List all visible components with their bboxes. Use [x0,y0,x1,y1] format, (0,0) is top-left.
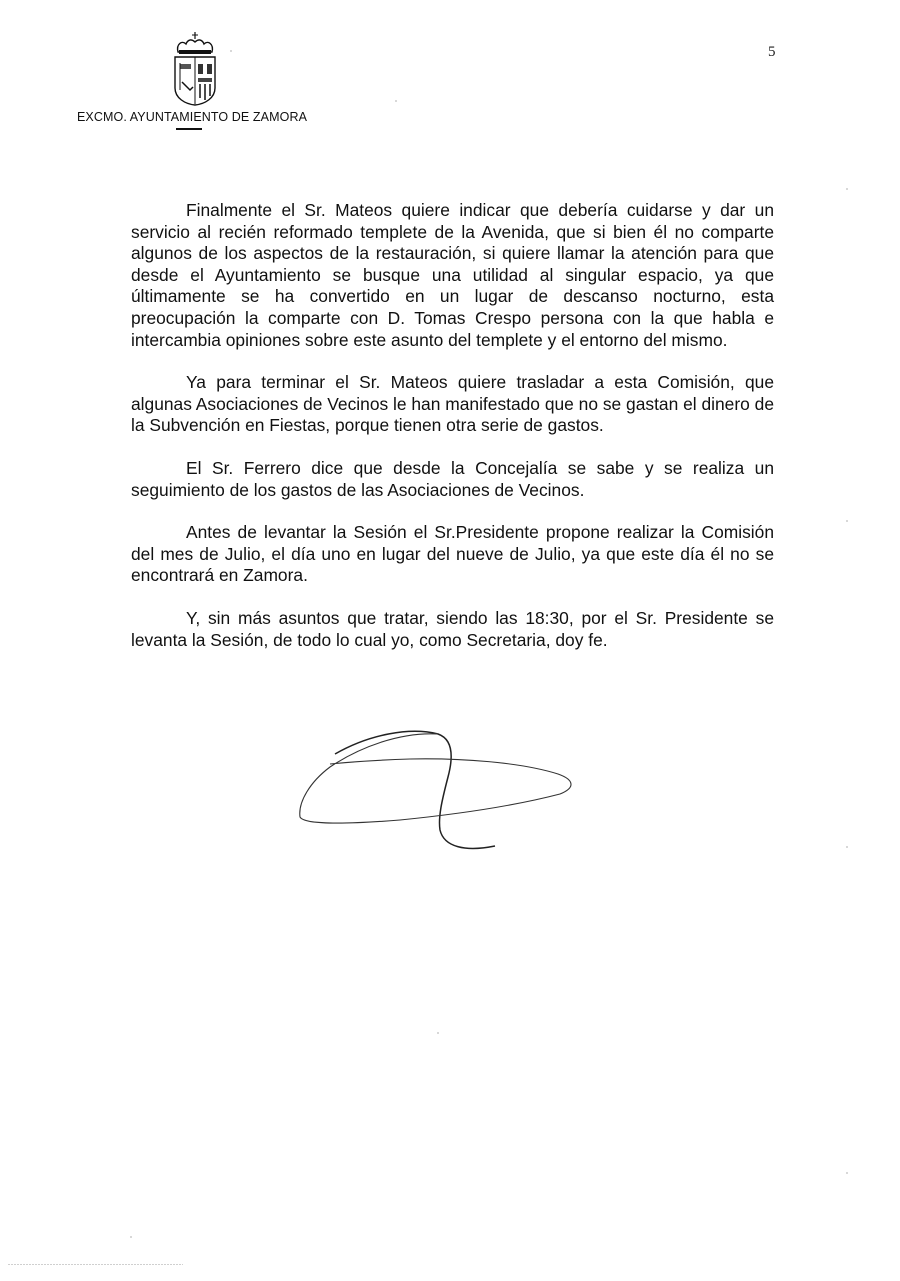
handwritten-signature-icon [290,722,590,862]
scan-speck [846,846,848,848]
scan-speck [846,1172,848,1174]
page-number: 5 [768,44,776,60]
institution-name: EXCMO. AYUNTAMIENTO DE ZAMORA [77,110,308,124]
paragraph-mateos-subvencion: Ya para terminar el Sr. Mateos quiere trasladar a esta Comisión, que algunas Asociaciones de Vecinos le han manifestado que no se gastan el dinero de la Subvención en Fiestas, porque tienen otra serie de gastos. [131,372,774,436]
scan-speck [230,50,232,52]
header-underline [176,128,202,130]
coat-of-arms-icon [170,30,220,106]
paragraph-mateos-templete: Finalmente el Sr. Mateos quiere indicar que debería cuidarse y dar un servicio al recién reformado templete de la Avenida, que si bien él no comparte algunos de los aspectos de la restauración, si quiere llamar la atención para que desde el Ayuntamiento se busque una utilidad al singular espacio, ya que últimamente se ha convertido en un lugar de descanso nocturno, esta preocupación la comparte con D. Tomas Crespo persona con la que habla e intercambia opiniones sobre este asunto del templete y el entorno del mismo. [131,200,774,350]
scan-artifact-line [8,1264,183,1265]
paragraph-ferrero: El Sr. Ferrero dice que desde la Concejalía se sabe y se realiza un seguimiento de los gastos de las Asociaciones de Vecinos. [131,457,774,500]
scan-speck [846,520,848,522]
paragraph-closing: Y, sin más asuntos que tratar, siendo las 18:30, por el Sr. Presidente se levanta la Sesión, de todo lo cual yo, como Secretaria, doy fe. [131,607,774,650]
scan-speck [395,100,397,102]
scan-speck [130,1236,132,1238]
paragraph-presidente-julio: Antes de levantar la Sesión el Sr.Presidente propone realizar la Comisión del mes de Julio, el día uno en lugar del nueve de Julio, ya que este día él no se encontrará en Zamora. [131,522,774,586]
scan-speck [846,188,848,190]
scan-speck [437,1032,439,1034]
document-body [131,200,774,672]
